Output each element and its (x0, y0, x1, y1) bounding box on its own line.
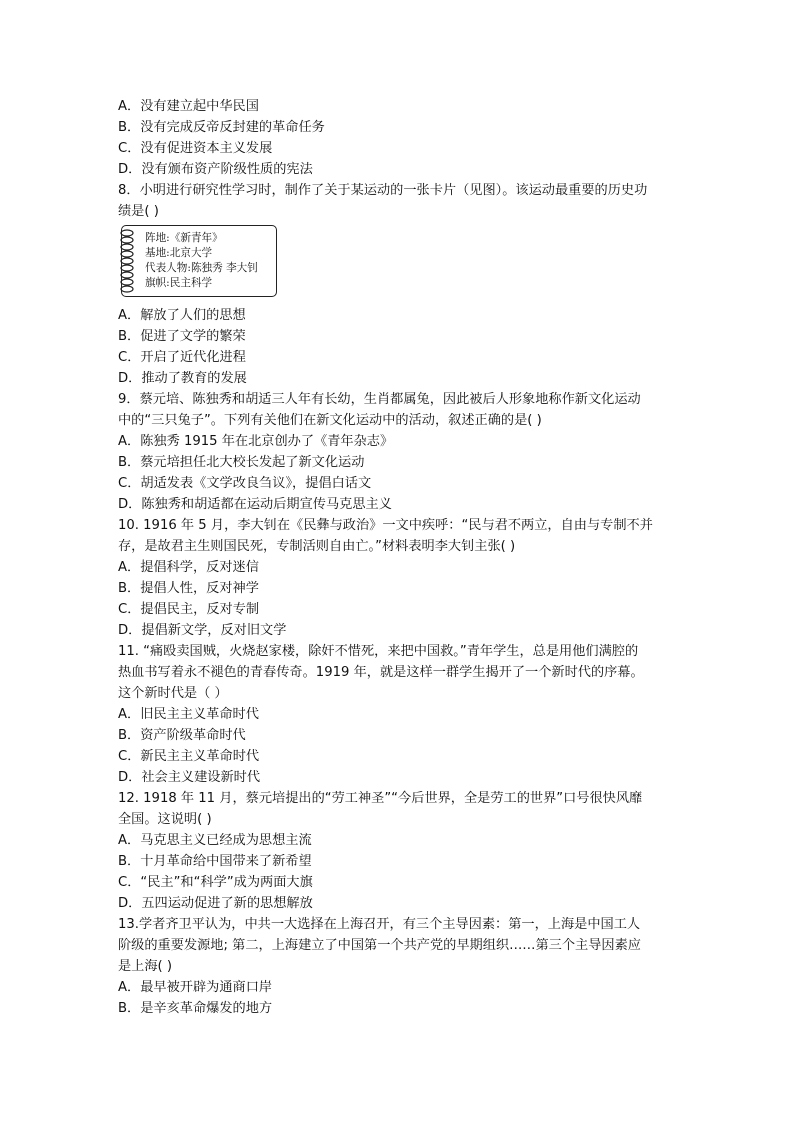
q13-stem-line-2: 阶级的重要发源地; 第二，上海建立了中国第一个共产党的早期组织……第三个主导因素应 (118, 938, 641, 953)
q7-option-c: C．没有促进资本主义发展 (118, 141, 273, 156)
q11-option-c: C．新民主主义革命时代 (118, 749, 260, 764)
spiral-binding-icon (117, 228, 137, 296)
q11-stem-line-3: 这个新时代是（ ） (118, 686, 228, 701)
q7-option-d: D．没有颁布资产阶级性质的宪法 (118, 162, 313, 177)
card-line-figures: 代表人物:陈独秀 李大钊 (145, 262, 258, 274)
q13-stem-line-1: 13.学者齐卫平认为，中共一大选择在上海召开，有三个主导因素：第一，上海是中国工人 (118, 917, 641, 932)
q12-stem-line-2: 全国。这说明( ) (118, 812, 212, 827)
card-line-banner: 旗帜:民主科学 (145, 277, 213, 289)
q11-stem-line-1: 11. “痛殴卖国贼，火烧赵家楼，除奸不惜死，来把中国救。”青年学生，总是用他们满腔的 (118, 644, 639, 659)
q10-option-d: D．提倡新文学，反对旧文学 (118, 623, 287, 638)
q11-stem-line-2: 热血书写着永不褪色的青春传奇。1919 年，就是这样一群学生揭开了一个新时代的序幕。 (118, 665, 644, 680)
q8-option-a: A．解放了人们的思想 (118, 308, 246, 323)
q8-option-c: C．开启了近代化进程 (118, 350, 246, 365)
card-content (145, 231, 273, 291)
q8-stem-line-1: 8．小明进行研究性学习时，制作了关于某运动的一张卡片（见图）。该运动最重要的历史功 (118, 183, 648, 198)
q12-option-d: D．五四运动促进了新的思想解放 (118, 896, 313, 911)
q8-option-b: B．促进了文学的繁荣 (118, 329, 246, 344)
q13-option-a: A．最早被开辟为通商口岸 (118, 980, 273, 995)
q9-option-a: A．陈独秀 1915 年在北京创办了《青年杂志》 (118, 434, 394, 449)
q11-option-b: B．资产阶级革命时代 (118, 728, 246, 743)
q8-stem-line-2: 绩是( ) (118, 204, 159, 219)
q8-option-d: D．推动了教育的发展 (118, 371, 247, 386)
q9-stem-line-1: 9．蔡元培、陈独秀和胡适三人年有长幼，生肖都属兔，因此被后人形象地称作新文化运动 (118, 392, 641, 407)
q10-stem-line-1: 10. 1916 年 5 月，李大钊在《民彝与政治》一文中疾呼：“民与君不两立，自由与专制不并 (118, 518, 653, 533)
card-line-position: 阵地:《新青年》 (145, 232, 223, 244)
card-line-base: 基地:北京大学 (145, 247, 213, 259)
q10-option-a: A．提倡科学，反对迷信 (118, 560, 259, 575)
q9-stem-line-2: 中的“三只兔子”。下列有关他们在新文化运动中的活动，叙述正确的是( ) (118, 413, 542, 428)
q13-stem-line-3: 是上海( ) (118, 959, 173, 974)
q12-option-c: C．“民主”和“科学”成为两面大旗 (118, 875, 313, 890)
q7-option-b: B．没有完成反帝反封建的革命任务 (118, 120, 325, 135)
q11-option-a: A．旧民主主义革命时代 (118, 707, 259, 722)
movement-card-figure (121, 225, 277, 297)
q10-stem-line-2: 存，是故君主生则国民死，专制活则自由亡。”材料表明李大钊主张( ) (118, 539, 516, 554)
q9-option-d: D．陈独秀和胡适都在运动后期宣传马克思主义 (118, 497, 392, 512)
q9-option-c: C．胡适发表《文学改良刍议》，提倡白话文 (118, 476, 372, 491)
q11-option-d: D．社会主义建设新时代 (118, 770, 261, 785)
q10-option-b: B．提倡人性，反对神学 (118, 581, 259, 596)
q12-option-b: B．十月革命给中国带来了新希望 (118, 854, 312, 869)
q12-stem-line-1: 12. 1918 年 11 月，蔡元培提出的“劳工神圣”“今后世界，全是劳工的世界”口号很快风靡 (118, 791, 643, 806)
q9-option-b: B．蔡元培担任北大校长发起了新文化运动 (118, 455, 365, 470)
q10-option-c: C．提倡民主，反对专制 (118, 602, 260, 617)
q7-option-a: A．没有建立起中华民国 (118, 99, 259, 114)
q12-option-a: A．马克思主义已经成为思想主流 (118, 833, 312, 848)
q13-option-b: B．是辛亥革命爆发的地方 (118, 1001, 273, 1016)
